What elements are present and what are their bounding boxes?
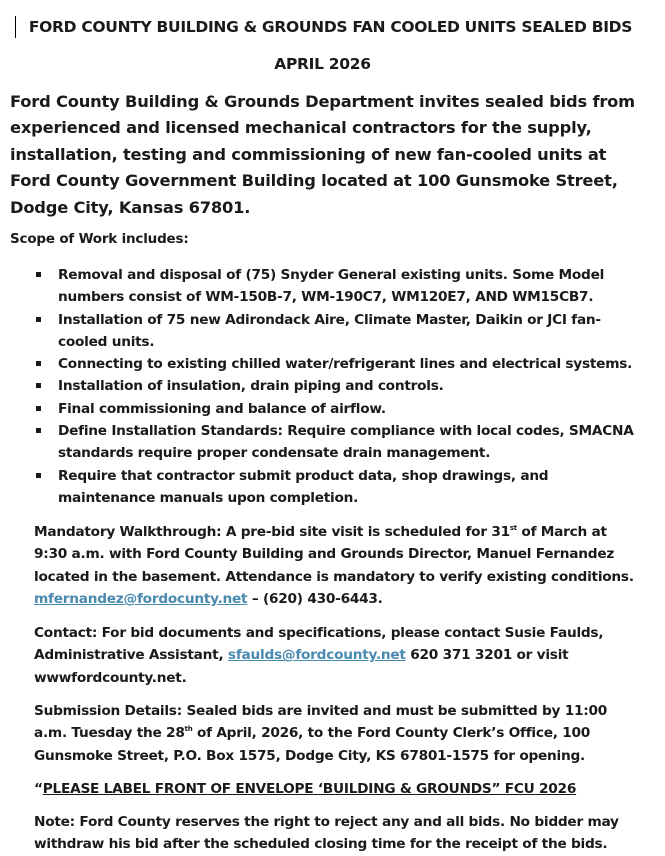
bullet-square-icon: [36, 361, 41, 366]
bullet-square-icon: [36, 406, 41, 411]
bullet-square-icon: [36, 383, 41, 388]
scope-label: Scope of Work includes:: [10, 231, 189, 247]
scope-item: Require that contractor submit product data, shop drawings, and maintenance manuals upon completion.: [34, 465, 634, 510]
bullet-square-icon: [36, 272, 41, 277]
document-date: APRIL 2026: [274, 55, 371, 73]
bullet-square-icon: [36, 428, 41, 433]
envelope-label-paragraph: “PLEASE LABEL FRONT OF ENVELOPE ‘BUILDING & GROUNDS” FCU 2026: [34, 781, 577, 797]
intro-paragraph: Ford County Building & Grounds Department invites sealed bids from experienced and licensed mechanical contractors for the supply, installation, testing and commissioning of new fan-cooled units at Ford County Government Building located at 100 Gunsmoke Street, Dodge City, Kansas 67801.: [10, 92, 635, 217]
walkthrough-paragraph: Mandatory Walkthrough: A pre-bid site visit is scheduled for 31st of March at 9:30 a.m. with Ford County Building and Grounds Director, Manuel Fernandez located in the basement. Attendance is mandatory to verify existing conditions. mfernandez@fordocunty.net – (620) 430-6443.: [34, 524, 634, 607]
scope-item: Connecting to existing chilled water/refrigerant lines and electrical systems.: [34, 353, 634, 375]
scope-list: [34, 264, 634, 509]
walkthrough-email-link[interactable]: mfernandez@fordocunty.net: [34, 590, 248, 607]
scope-item: Installation of 75 new Adirondack Aire, Climate Master, Daikin or JCI fan-cooled units.: [34, 309, 634, 354]
contact-email-link[interactable]: sfaulds@fordcounty.net: [227, 647, 406, 664]
scope-item: Final commissioning and balance of airflow.: [34, 398, 634, 420]
contact-paragraph: Contact: For bid documents and specifications, please contact Susie Faulds, Administrative Assistant, sfaulds@fordcounty.net 620 371 3201 or visit wwwfordcounty.net.: [34, 625, 604, 686]
scope-item: Define Installation Standards: Require compliance with local codes, SMACNA standards require proper condensate drain management.: [34, 420, 634, 465]
bullet-square-icon: [36, 317, 41, 322]
note-paragraph: Note: Ford County reserves the right to reject any and all bids. No bidder may withdraw his bid after the scheduled closing time for the receipt of the bids.: [34, 814, 619, 853]
scope-item: Installation of insulation, drain piping and controls.: [34, 375, 634, 397]
scope-item: Removal and disposal of (75) Snyder General existing units. Some Model numbers consist of WM-150B-7, WM-190C7, WM120E7, AND WM15CB7.: [34, 264, 634, 309]
bullet-square-icon: [36, 473, 41, 478]
submission-paragraph: Submission Details: Sealed bids are invited and must be submitted by 11:00 a.m. Tuesday the 28th of April, 2026, to the Ford County Clerk’s Office, 100 Gunsmoke Street, P.O. Box 1575, Dodge City, KS 67801-1575 for opening.: [34, 703, 608, 764]
document-title: FORD COUNTY BUILDING & GROUNDS FAN COOLED UNITS SEALED BIDS: [28, 18, 633, 36]
